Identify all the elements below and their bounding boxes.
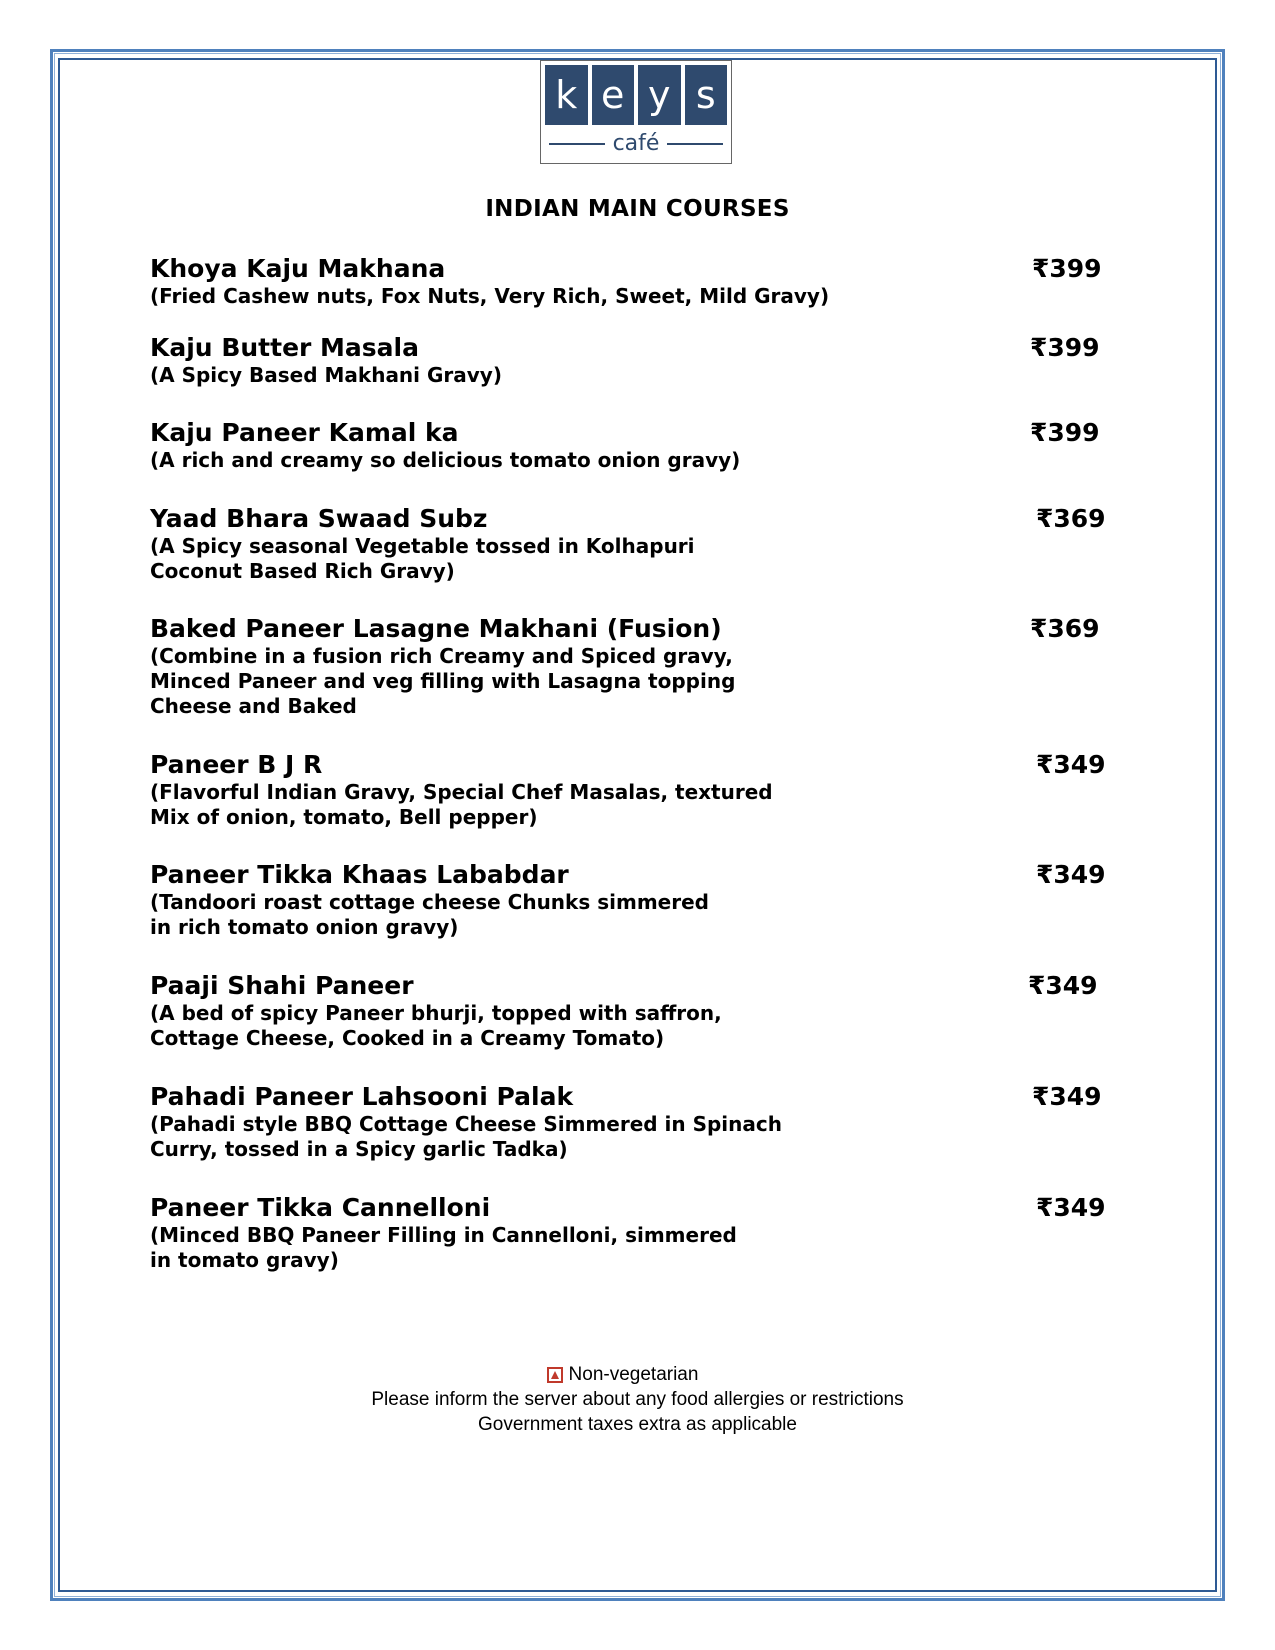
nonveg-legend bbox=[0, 1362, 1275, 1387]
menu-item-name: Kaju Butter Masala bbox=[150, 333, 419, 362]
logo-cafe-row bbox=[549, 131, 723, 157]
menu-item-price: ₹399 bbox=[1030, 333, 1100, 362]
logo-dash-right bbox=[667, 143, 723, 145]
allergy-note: Please inform the server about any food allergies or restrictions bbox=[371, 1389, 904, 1410]
menu-footer bbox=[0, 1362, 1275, 1437]
menu-item-price: ₹349 bbox=[1032, 1082, 1102, 1111]
menu-item bbox=[150, 750, 1130, 830]
menu-section-title: INDIAN MAIN COURSES bbox=[485, 196, 790, 222]
menu-item bbox=[150, 504, 1130, 584]
logo-letter-s: s bbox=[685, 65, 728, 125]
menu-item-name: Paaji Shahi Paneer bbox=[150, 971, 414, 1000]
menu-item-description: (Minced BBQ Paneer Filling in Cannelloni, simmered in tomato gravy) bbox=[150, 1223, 737, 1272]
menu-item-price: ₹369 bbox=[1036, 504, 1106, 533]
menu-item-price: ₹399 bbox=[1030, 418, 1100, 447]
menu-item-price: ₹349 bbox=[1036, 860, 1106, 889]
logo-dash-left bbox=[549, 143, 605, 145]
keys-cafe-logo bbox=[540, 60, 732, 164]
menu-item-name: Pahadi Paneer Lahsooni Palak bbox=[150, 1082, 574, 1111]
menu-item-description: (A Spicy Based Makhani Gravy) bbox=[150, 363, 502, 387]
logo-letter-y: y bbox=[638, 65, 681, 125]
menu-item bbox=[150, 254, 1130, 309]
menu-item bbox=[150, 333, 1130, 388]
menu-item-description: (A bed of spicy Paneer bhurji, topped with saffron, Cottage Cheese, Cooked in a Creamy Tomato) bbox=[150, 1001, 722, 1050]
menu-item bbox=[150, 1193, 1130, 1273]
logo-letters bbox=[545, 65, 727, 125]
menu-item bbox=[150, 860, 1130, 940]
menu-item-name: Khoya Kaju Makhana bbox=[150, 254, 446, 283]
nonveg-triangle-icon bbox=[547, 1367, 563, 1383]
menu-item-price: ₹399 bbox=[1032, 254, 1102, 283]
menu-item-name: Paneer Tikka Cannelloni bbox=[150, 1193, 491, 1222]
menu-item-description: (Tandoori roast cottage cheese Chunks simmered in rich tomato onion gravy) bbox=[150, 890, 709, 939]
menu-item-description: (A rich and creamy so delicious tomato onion gravy) bbox=[150, 448, 741, 472]
menu-item-price: ₹349 bbox=[1036, 750, 1106, 779]
menu-item-price: ₹349 bbox=[1028, 971, 1098, 1000]
tax-note: Government taxes extra as applicable bbox=[478, 1414, 797, 1435]
menu-item-description: (Combine in a fusion rich Creamy and Spiced gravy, Minced Paneer and veg filling with Lasagna topping Cheese and Baked bbox=[150, 644, 736, 718]
nonveg-label: Non-vegetarian bbox=[568, 1364, 699, 1385]
menu-item-name: Kaju Paneer Kamal ka bbox=[150, 418, 459, 447]
menu-item-description: (Fried Cashew nuts, Fox Nuts, Very Rich, Sweet, Mild Gravy) bbox=[150, 284, 830, 308]
menu-item-description: (Flavorful Indian Gravy, Special Chef Masalas, textured Mix of onion, tomato, Bell pepper) bbox=[150, 780, 773, 829]
menu-item bbox=[150, 614, 1130, 719]
menu-item-name: Yaad Bhara Swaad Subz bbox=[150, 504, 488, 533]
logo-cafe-text: café bbox=[612, 131, 660, 156]
menu-item bbox=[150, 971, 1130, 1051]
logo-letter-k: k bbox=[545, 65, 588, 125]
menu-item bbox=[150, 1082, 1130, 1162]
menu-item-description: (A Spicy seasonal Vegetable tossed in Kolhapuri Coconut Based Rich Gravy) bbox=[150, 534, 695, 583]
menu-item-price: ₹369 bbox=[1030, 614, 1100, 643]
menu-item-name: Paneer Tikka Khaas Lababdar bbox=[150, 860, 569, 889]
menu-item-name: Baked Paneer Lasagne Makhani (Fusion) bbox=[150, 614, 722, 643]
logo-letter-e: e bbox=[592, 65, 635, 125]
menu-item-name: Paneer B J R bbox=[150, 750, 323, 779]
menu-item-description: (Pahadi style BBQ Cottage Cheese Simmered in Spinach Curry, tossed in a Spicy garlic Tadka) bbox=[150, 1112, 782, 1161]
menu-item bbox=[150, 418, 1130, 473]
menu-item-price: ₹349 bbox=[1036, 1193, 1106, 1222]
